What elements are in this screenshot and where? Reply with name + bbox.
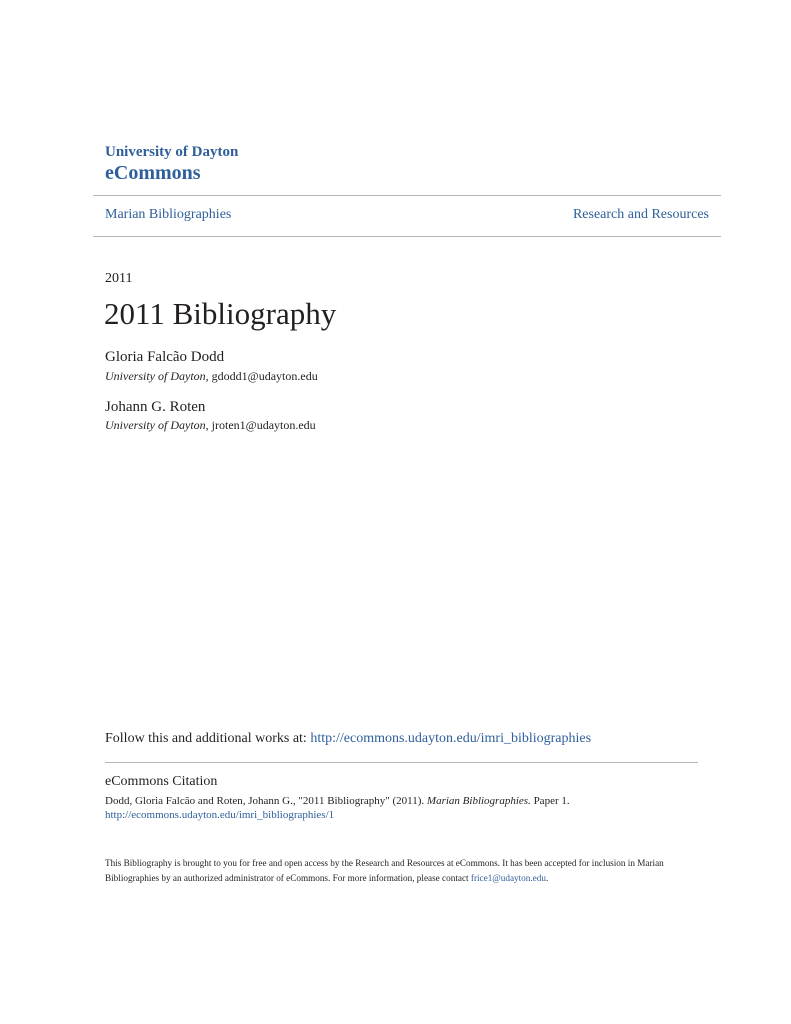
institution-name: University of Dayton — [105, 144, 239, 160]
contact-email-link[interactable]: frice1@udayton.edu — [470, 873, 546, 883]
citation-url-link[interactable]: http://ecommons.udayton.edu/imri_bibliographies/1 — [105, 809, 335, 821]
research-and-resources-link[interactable]: Research and Resources — [572, 207, 709, 222]
citation-text — [105, 796, 570, 807]
open-access-notice — [105, 856, 705, 886]
bibliographies-collection-link[interactable]: http://ecommons.udayton.edu/imri_bibliographies — [310, 731, 592, 746]
marian-bibliographies-link[interactable]: Marian Bibliographies — [105, 207, 232, 222]
author-affiliation-2 — [105, 419, 316, 431]
header-divider-bottom — [93, 236, 721, 237]
document-title: 2011 Bibliography — [104, 296, 337, 331]
follow-works-line — [105, 732, 591, 746]
header-divider-top — [93, 195, 721, 196]
citation-heading: eCommons Citation — [105, 774, 218, 789]
citation-series: Marian Bibliographies. — [426, 795, 531, 807]
citation-paper-number: Paper 1. — [530, 795, 570, 807]
author-affiliation-1 — [105, 370, 318, 382]
citation-divider — [105, 762, 698, 763]
citation-authors-title: Dodd, Gloria Falcão and Roten, Johann G., "2011 Bibliography" (2011). — [105, 795, 427, 807]
author-institution-2: University of Dayton — [105, 418, 206, 432]
author-institution-1: University of Dayton — [105, 369, 206, 383]
notice-text: This Bibliography is brought to you for free and open access by the Research and Resources at eCommons. It has been accepted for inclusion in Marian Bibliographies by an authorized administrator of eCommons. For more information, please contact — [105, 858, 664, 883]
author-email-2: , jroten1@udayton.edu — [205, 418, 316, 432]
notice-end: . — [545, 873, 549, 883]
follow-label: Follow this and additional works at: — [105, 731, 311, 746]
author-name-1: Gloria Falcão Dodd — [105, 349, 225, 365]
repository-name: eCommons — [105, 162, 201, 184]
author-name-2: Johann G. Roten — [105, 399, 206, 415]
author-email-1: , gdodd1@udayton.edu — [205, 369, 318, 383]
publication-year: 2011 — [105, 271, 133, 286]
